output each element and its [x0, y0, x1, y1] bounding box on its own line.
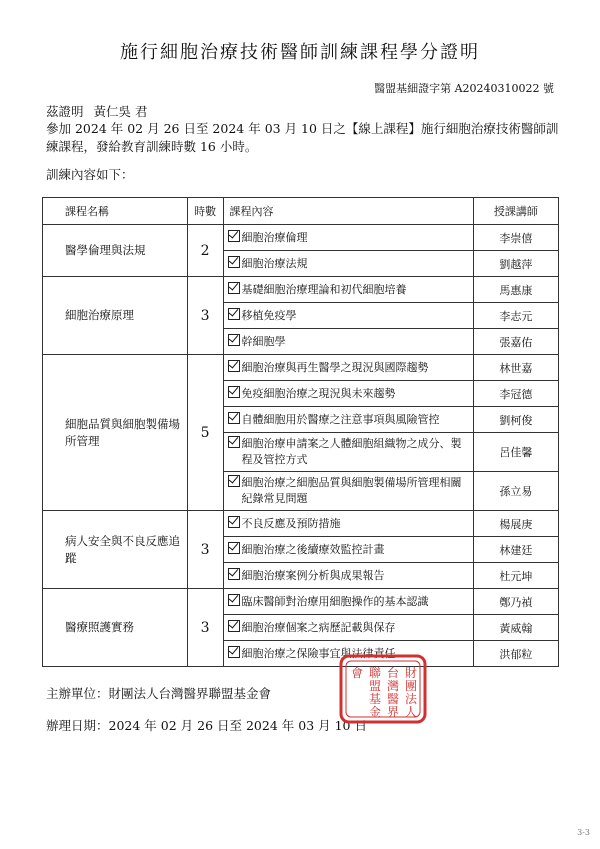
svg-text:人: 人 [405, 705, 418, 719]
course-category: 病人安全與不良反應追蹤 [43, 511, 188, 589]
organizer-line [46, 684, 271, 702]
dates-value: 2024 年 02 月 26 日至 2024 年 03 月 10 日 [108, 718, 367, 733]
training-heading: 訓練內容如下： [46, 167, 134, 182]
document-title: 施行細胞治療技術醫師訓練課程學分證明 [120, 42, 480, 63]
course-topic: 細胞治療申請案之人體細胞組織物之成分、製程及管控方式 [241, 437, 462, 466]
checked-box-icon [228, 436, 240, 448]
course-topic: 移植免疫學 [241, 308, 297, 322]
header-instructor: 授課講師 [473, 198, 558, 225]
body-text: 參加 2024 年 02 月 26 日至 2024 年 03 月 10 日之【線上課程】施行細胞治療技術醫師訓練課程，發給教育訓練時數 16 小時。 [46, 121, 559, 154]
dates-line [46, 716, 367, 734]
course-table [42, 197, 559, 667]
course-hours: 5 [187, 355, 223, 511]
instructor-name: 李崇僖 [473, 225, 558, 251]
checked-box-icon [228, 360, 240, 372]
instructor-name: 劉柯俊 [473, 407, 558, 433]
course-topic: 細胞治療之保險事宜與法律責任 [241, 646, 396, 660]
course-topic-cell [223, 251, 473, 277]
course-topic-cell [223, 355, 473, 381]
checked-box-icon [228, 256, 240, 268]
course-topic-cell [223, 563, 473, 589]
table-row [43, 589, 559, 615]
instructor-name: 馬惠康 [473, 277, 558, 303]
instructor-name: 黃威翰 [473, 615, 558, 641]
course-category: 醫學倫理與法規 [43, 225, 188, 277]
recipient-name: 黃仁吳 君 [93, 104, 148, 119]
checked-box-icon [228, 334, 240, 346]
organization-seal [338, 653, 428, 725]
course-hours: 3 [187, 277, 223, 355]
instructor-name: 林建廷 [473, 537, 558, 563]
course-topic-cell [223, 472, 473, 511]
dates-label: 辦理日期： [46, 718, 109, 733]
svg-text:金: 金 [369, 705, 382, 719]
checked-box-icon [228, 412, 240, 424]
course-topic-cell [223, 433, 473, 472]
checked-box-icon [228, 230, 240, 242]
instructor-name: 鄭乃禎 [473, 589, 558, 615]
instructor-name: 李志元 [473, 303, 558, 329]
table-header-row [43, 198, 559, 225]
svg-text:會: 會 [351, 666, 364, 680]
course-topic-cell [223, 589, 473, 615]
course-category: 細胞品質與細胞製備場所管理 [43, 355, 188, 511]
svg-text:盟: 盟 [369, 679, 382, 693]
organizer-label: 主辦單位： [46, 686, 109, 701]
table-row [43, 511, 559, 537]
instructor-name: 李冠德 [473, 381, 558, 407]
course-topic: 不良反應及預防措施 [241, 516, 341, 530]
svg-text:基: 基 [369, 692, 382, 706]
course-topic: 基礎細胞治療理論和初代細胞培養 [241, 282, 407, 296]
checked-box-icon [228, 594, 240, 606]
course-topic: 免疫細胞治療之現況與未來趨勢 [241, 386, 396, 400]
svg-text:界: 界 [387, 705, 400, 719]
header-content: 課程內容 [223, 198, 473, 225]
course-topic: 細胞治療法規 [241, 256, 308, 270]
checked-box-icon [228, 646, 240, 658]
course-hours: 3 [187, 589, 223, 667]
table-row [43, 355, 559, 381]
header-category: 課程名稱 [43, 198, 188, 225]
course-topic: 細胞治療之後續療效監控計畫 [241, 542, 385, 556]
course-topic-cell [223, 407, 473, 433]
course-topic-cell [223, 303, 473, 329]
organizer-name: 財團法人台灣醫界聯盟基金會 [108, 686, 272, 701]
course-topic-cell [223, 537, 473, 563]
course-topic: 細胞治療個案之病歷記載與保存 [241, 620, 396, 634]
instructor-name: 孫立易 [473, 472, 558, 511]
course-category: 細胞治療原理 [43, 277, 188, 355]
course-topic-cell [223, 277, 473, 303]
instructor-name: 洪郁粒 [473, 641, 558, 667]
instructor-name: 呂佳馨 [473, 433, 558, 472]
svg-text:台: 台 [387, 666, 400, 680]
course-topic: 臨床醫師對治療用細胞操作的基本認識 [241, 594, 429, 608]
course-topic-cell [223, 381, 473, 407]
course-topic: 細胞治療與再生醫學之現況與國際趨勢 [241, 360, 429, 374]
course-topic: 細胞治療案例分析與成果報告 [241, 568, 385, 582]
svg-text:聯: 聯 [369, 666, 382, 680]
course-topic: 自體細胞用於醫療之注意事項與風險管控 [241, 412, 440, 426]
svg-text:法: 法 [405, 692, 418, 706]
checked-box-icon [228, 516, 240, 528]
certify-label: 茲證明 [46, 104, 84, 119]
checked-box-icon [228, 542, 240, 554]
checked-box-icon [228, 475, 240, 487]
svg-text:醫: 醫 [387, 692, 400, 706]
course-topic-cell [223, 615, 473, 641]
checked-box-icon [228, 282, 240, 294]
svg-text:財: 財 [405, 666, 418, 680]
course-hours: 2 [187, 225, 223, 277]
certificate-number: 醫盟基細證字第 A20240310022 號 [374, 82, 554, 95]
checked-box-icon [228, 386, 240, 398]
checked-box-icon [228, 620, 240, 632]
instructor-name: 張嘉佑 [473, 329, 558, 355]
svg-text:團: 團 [405, 679, 418, 693]
course-topic: 細胞治療之細胞品質與細胞製備場所管理相關紀錄常見問題 [241, 476, 462, 505]
page-mark: 3-3 [577, 828, 590, 837]
course-topic: 幹細胞學 [241, 334, 286, 348]
instructor-name: 林世嘉 [473, 355, 558, 381]
course-topic: 細胞治療倫理 [241, 230, 308, 244]
course-topic-cell [223, 511, 473, 537]
header-hours: 時數 [187, 198, 223, 225]
checked-box-icon [228, 308, 240, 320]
course-category: 醫療照護實務 [43, 589, 188, 667]
certify-line [46, 103, 148, 121]
table-row [43, 277, 559, 303]
course-topic-cell [223, 329, 473, 355]
checked-box-icon [228, 568, 240, 580]
instructor-name: 杜元坤 [473, 563, 558, 589]
instructor-name: 劉越萍 [473, 251, 558, 277]
instructor-name: 楊展庚 [473, 511, 558, 537]
svg-text:灣: 灣 [387, 679, 400, 693]
table-row [43, 225, 559, 251]
course-hours: 3 [187, 511, 223, 589]
course-topic-cell [223, 225, 473, 251]
